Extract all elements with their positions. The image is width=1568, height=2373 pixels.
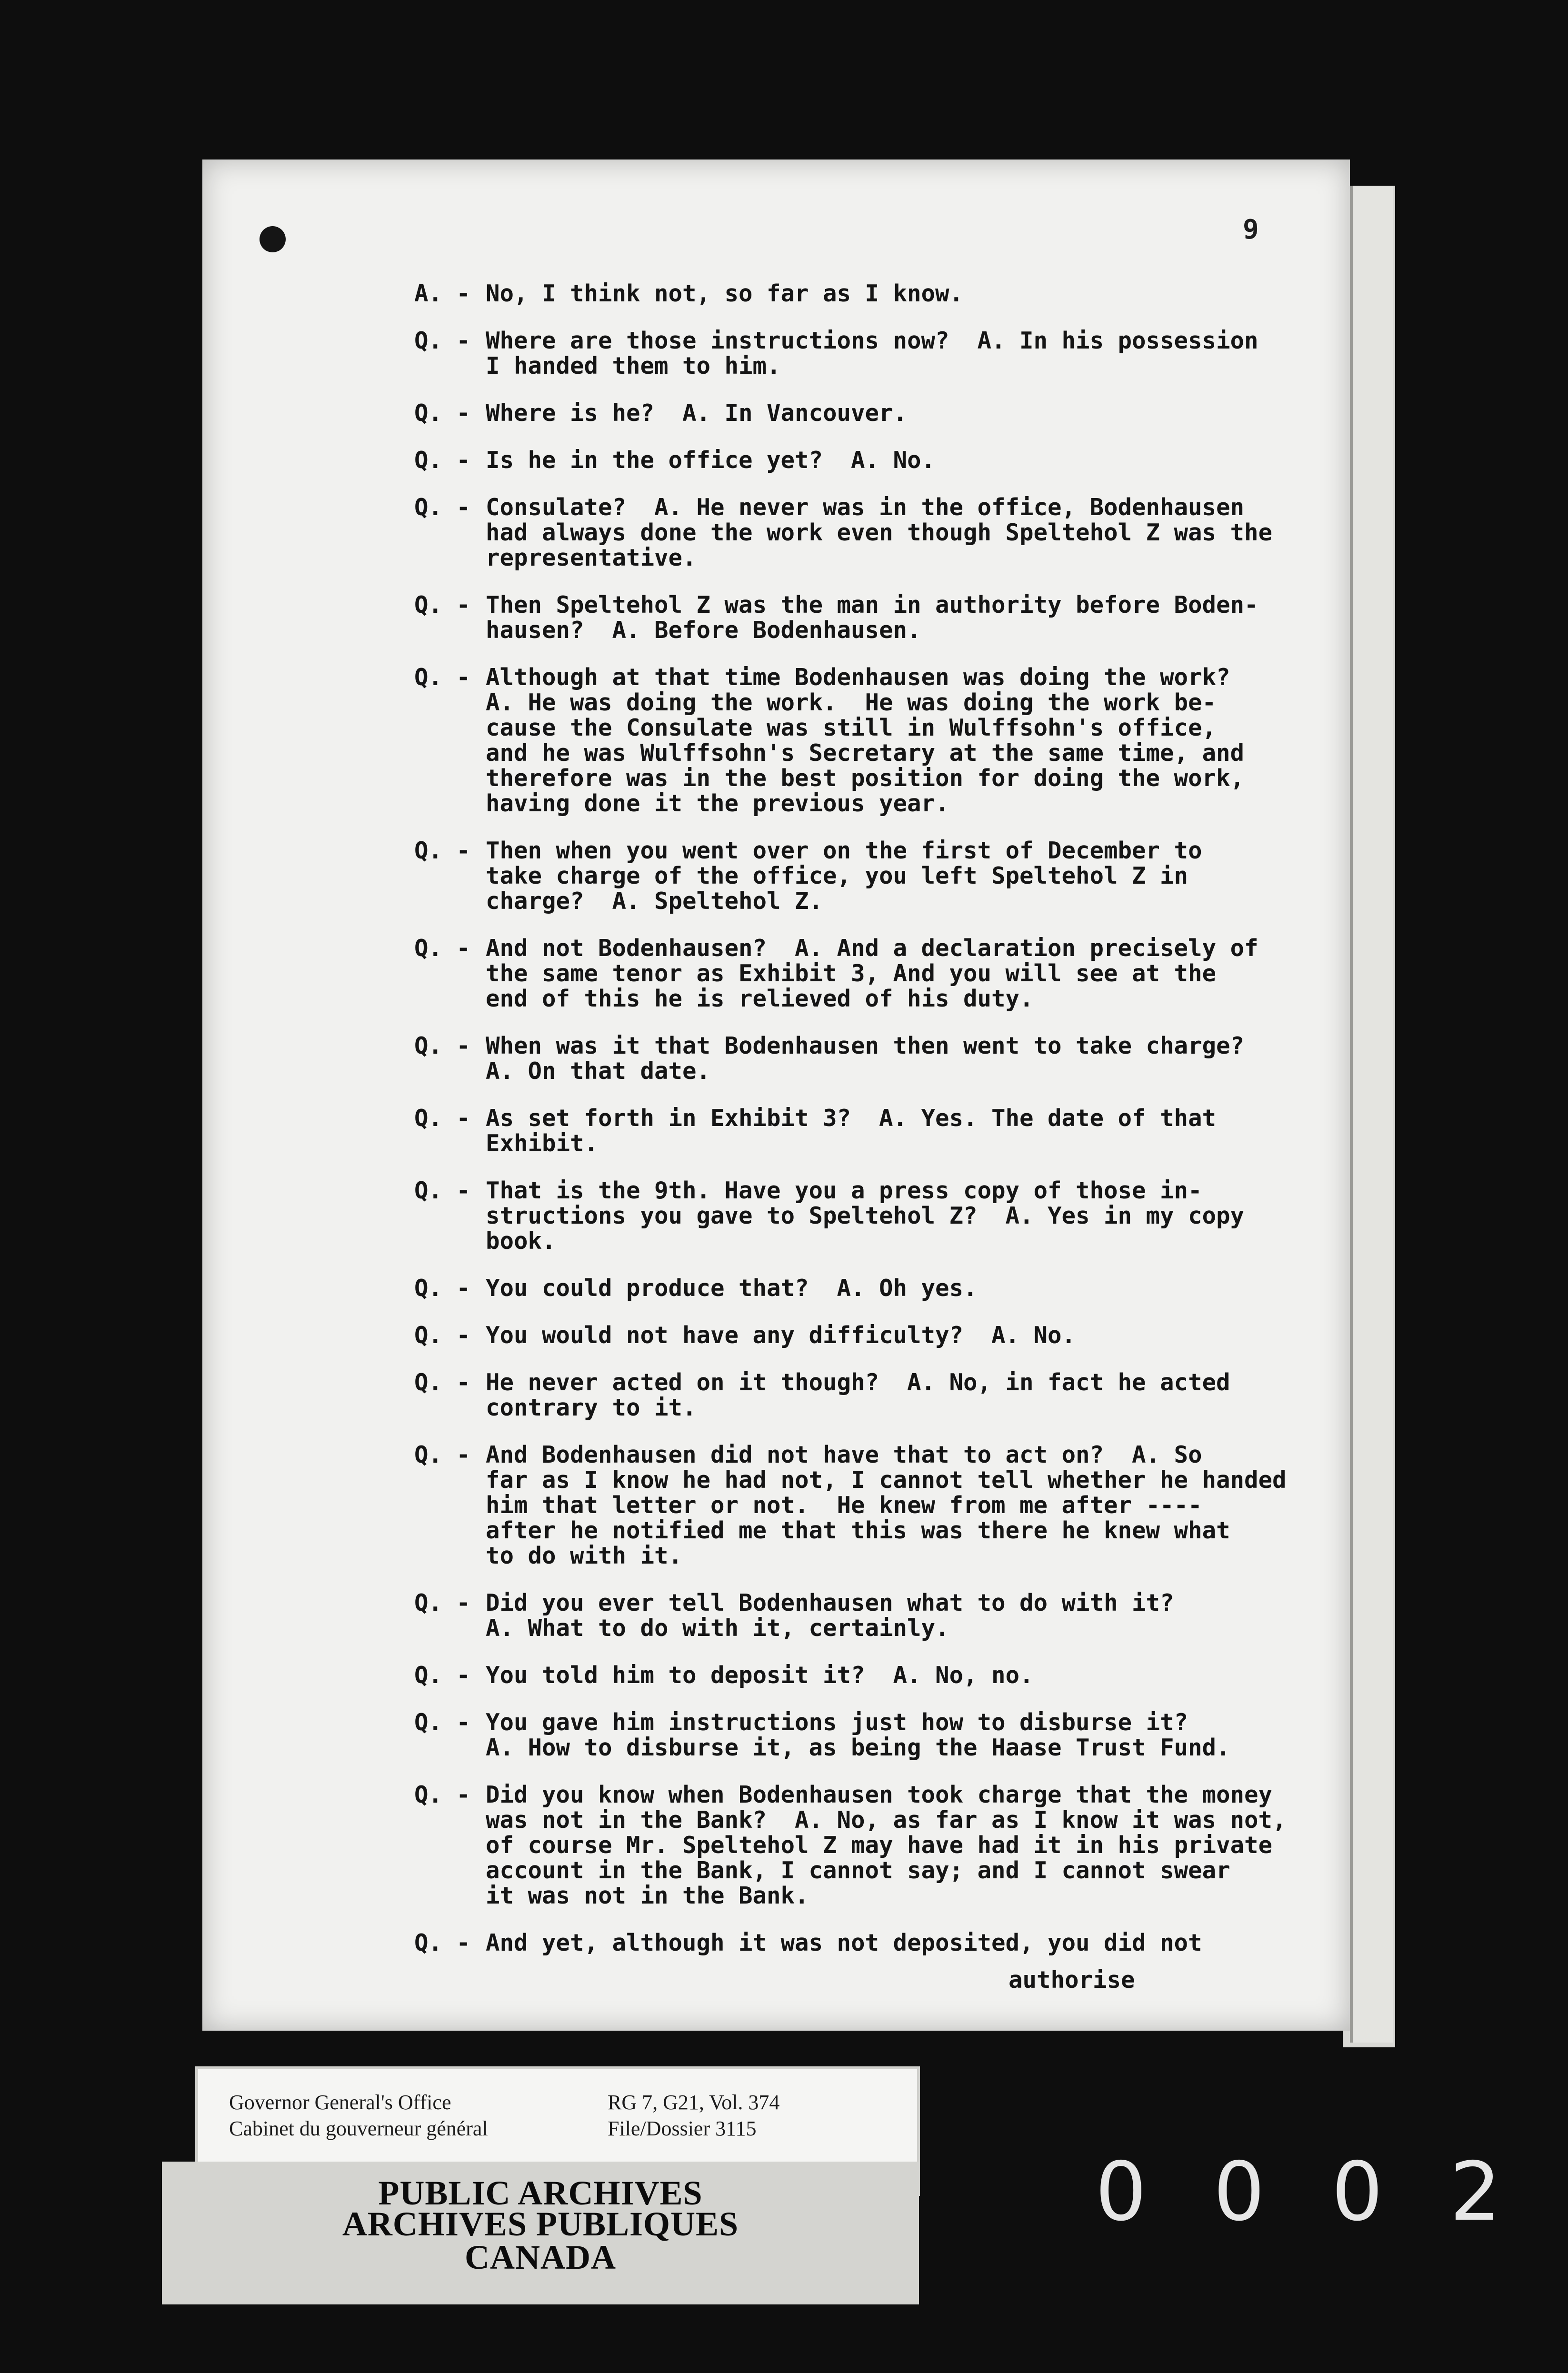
- entry-speaker-label: Q. -: [414, 1322, 471, 1349]
- entry-speaker-label: Q. -: [414, 837, 471, 864]
- record-group-reference: RG 7, G21, Vol. 374: [608, 2091, 780, 2114]
- entry-speaker-label: Q. -: [414, 1781, 471, 1808]
- entry-text: And Bodenhausen did not have that to act on? A. So far as I know he had not, I cannot tell whether he handed him that letter or not. He knew from me after ---- after he notified me that this was there he knew what to do with it.: [486, 1441, 1287, 1569]
- entry-speaker-label: Q. -: [414, 935, 471, 962]
- entry-text: You would not have any difficulty? A. No.: [486, 1322, 1076, 1349]
- transcript-entry: [414, 1663, 1319, 1688]
- entry-text: Is he in the office yet? A. No.: [486, 447, 936, 474]
- office-english: Governor General's Office: [229, 2091, 451, 2114]
- entry-speaker-label: Q. -: [414, 447, 471, 474]
- entry-speaker-label: Q. -: [414, 664, 471, 691]
- transcript-entry: [414, 1590, 1319, 1641]
- page-number: 9: [1243, 214, 1259, 245]
- transcript-entry: [414, 495, 1319, 570]
- entry-speaker-label: Q. -: [414, 327, 471, 354]
- entry-text: Then when you went over on the first of December to take charge of the office, you left Speltehol Z in charge? A. Speltehol Z.: [486, 837, 1202, 915]
- entry-text: You could produce that? A. Oh yes.: [486, 1275, 978, 1302]
- transcript-entry: [414, 1323, 1319, 1348]
- transcript-body: [414, 281, 1319, 1977]
- stamp-line-country: CANADA: [465, 2238, 616, 2276]
- transcript-entry: [414, 1442, 1319, 1568]
- entry-speaker-label: Q. -: [414, 1275, 471, 1302]
- entry-text: As set forth in Exhibit 3? A. Yes. The date of that Exhibit.: [486, 1105, 1217, 1157]
- entry-speaker-label: A. -: [414, 280, 471, 307]
- entry-text: Then Speltehol Z was the man in authority before Boden- hausen? A. Before Bodenhausen.: [486, 591, 1258, 644]
- transcript-entry: [414, 665, 1319, 816]
- entry-speaker-label: Q. -: [414, 591, 471, 618]
- entry-speaker-label: Q. -: [414, 399, 471, 427]
- entry-speaker-label: Q. -: [414, 1589, 471, 1616]
- archives-stamp: [162, 2162, 919, 2304]
- microfilm-frame-number: 0002: [1095, 2145, 1568, 2239]
- closing-word: authorise: [1009, 1966, 1135, 1994]
- stamp-line-english: PUBLIC ARCHIVES: [378, 2174, 703, 2212]
- transcript-entry: [414, 838, 1319, 914]
- entry-text: You told him to deposit it? A. No, no.: [486, 1662, 1034, 1689]
- entry-text: Did you ever tell Bodenhausen what to do with it? A. What to do with it, certainly.: [486, 1589, 1174, 1642]
- transcript-entry: [414, 936, 1319, 1011]
- transcript-entry: [414, 592, 1319, 643]
- entry-speaker-label: Q. -: [414, 1177, 471, 1204]
- entry-text: That is the 9th. Have you a press copy of those in- structions you gave to Speltehol Z? A. Yes in my copy book.: [486, 1177, 1245, 1255]
- entry-speaker-label: Q. -: [414, 1929, 471, 1956]
- transcript-entry: [414, 1178, 1319, 1254]
- entry-speaker-label: Q. -: [414, 1032, 471, 1059]
- stamp-line-french: ARCHIVES PUBLIQUES: [342, 2205, 739, 2243]
- binding-hole: [260, 226, 286, 252]
- entry-speaker-label: Q. -: [414, 1441, 471, 1468]
- transcript-entry: [414, 281, 1319, 306]
- transcript-entry: [414, 1930, 1319, 1955]
- entry-text: And not Bodenhausen? A. And a declaration precisely of the same tenor as Exhibit 3, And you will see at the end of this he is relieved of his duty.: [486, 935, 1258, 1012]
- entry-text: When was it that Bodenhausen then went to take charge? A. On that date.: [486, 1032, 1245, 1085]
- entry-text: You gave him instructions just how to disburse it? A. How to disburse it, as being the Haase Trust Fund.: [486, 1709, 1230, 1761]
- transcript-entry: [414, 1370, 1319, 1420]
- entry-text: Where are those instructions now? A. In his possession I handed them to him.: [486, 327, 1258, 379]
- transcript-entry: [414, 1033, 1319, 1084]
- entry-speaker-label: Q. -: [414, 494, 471, 521]
- entry-text: Where is he? A. In Vancouver.: [486, 399, 908, 427]
- entry-speaker-label: Q. -: [414, 1662, 471, 1689]
- entry-speaker-label: Q. -: [414, 1709, 471, 1736]
- transcript-entry: [414, 400, 1319, 426]
- entry-text: He never acted on it though? A. No, in fact he acted contrary to it.: [486, 1369, 1230, 1421]
- transcript-entry: [414, 1710, 1319, 1760]
- transcript-entry: [414, 1106, 1319, 1156]
- entry-text: And yet, although it was not deposited, you did not: [486, 1929, 1202, 1956]
- entry-text: Consulate? A. He never was in the office, Bodenhausen had always done the work even though Speltehol Z was the representative.: [486, 494, 1273, 571]
- entry-text: No, I think not, so far as I know.: [486, 280, 964, 307]
- entry-speaker-label: Q. -: [414, 1105, 471, 1132]
- transcript-entry: [414, 1276, 1319, 1301]
- entry-text: Did you know when Bodenhausen took charge that the money was not in the Bank? A. No, as far as I know it was not, of course Mr. Speltehol Z may have had it in his private account in the Bank, I cannot say; and I cannot swear it was not in the Bank.: [486, 1781, 1287, 1909]
- entry-text: Although at that time Bodenhausen was doing the work? A. He was doing the work. He was doing the work be- cause the Consulate was still in Wulffsohn's office, and he was Wulffsohn's Secretary at the same time, and therefore was in the best position for doing the work, having done it the previous year.: [486, 664, 1245, 817]
- transcript-entry: [414, 328, 1319, 379]
- file-reference: File/Dossier 3115: [608, 2117, 757, 2140]
- office-french: Cabinet du gouverneur général: [229, 2117, 488, 2140]
- transcript-entry: [414, 448, 1319, 473]
- transcript-entry: [414, 1782, 1319, 1908]
- entry-speaker-label: Q. -: [414, 1369, 471, 1396]
- underlying-page-edge: [1350, 186, 1393, 2043]
